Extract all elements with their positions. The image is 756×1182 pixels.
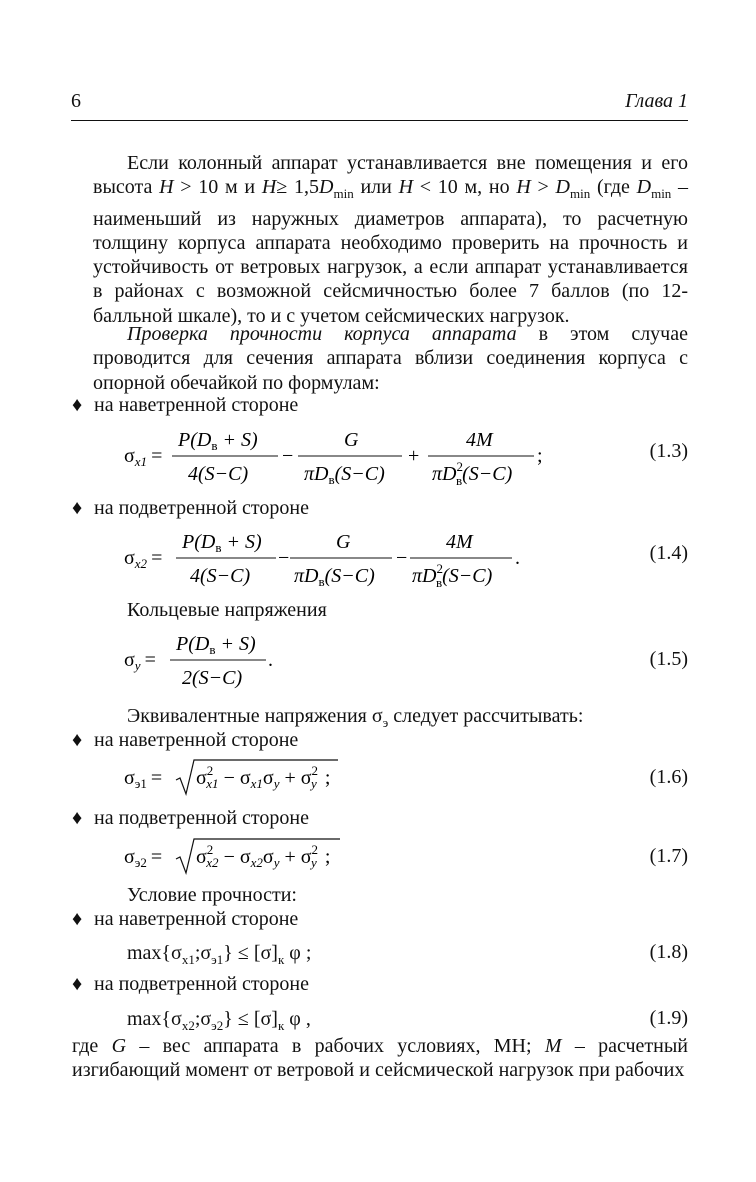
subscript: э bbox=[382, 715, 389, 730]
eq13-end: ; bbox=[537, 445, 543, 467]
equation-1-4-svg bbox=[0, 522, 600, 594]
bullet-windward-2 bbox=[72, 728, 298, 752]
subscript: x1 bbox=[181, 952, 195, 967]
eq13-t3-num: 4M bbox=[466, 429, 493, 451]
bullet-leeward-2 bbox=[72, 806, 309, 830]
equation-number: (1.8) bbox=[649, 941, 688, 963]
text-run: } ≤ [σ] bbox=[223, 942, 278, 964]
eq13-t2-den: $\pi D_в(S-C)$ bbox=[304, 463, 385, 487]
subscript: к bbox=[277, 1018, 285, 1033]
bullet-text: на подветренной стороне bbox=[94, 807, 309, 829]
var-d: D bbox=[636, 176, 652, 199]
eq14-t2-num: G bbox=[336, 531, 351, 553]
subscript: x2 bbox=[181, 1018, 195, 1033]
subscript-min: min bbox=[570, 186, 591, 202]
var-d: D bbox=[555, 176, 570, 199]
eq13-t3-den: $\pi D^2$ в(S−C) bbox=[432, 459, 513, 488]
eq13-op2: + bbox=[408, 445, 420, 467]
text-run: max{σ bbox=[127, 1008, 182, 1030]
equation-number: (1.4) bbox=[649, 542, 688, 564]
diamond-bullet-icon: ♦ bbox=[72, 973, 83, 995]
chapter-title: Глава 1 bbox=[625, 90, 688, 112]
bullet-leeward-3 bbox=[72, 972, 309, 996]
equation-1-7-svg bbox=[0, 835, 600, 879]
var-d: D bbox=[319, 176, 334, 199]
eq17-radicand: $\sigma^2$ $x2 - \sigma_{x2}\sigma_y + \sigma^2$ y ; bbox=[196, 842, 331, 870]
eq15-den: 2(S−C) bbox=[182, 667, 243, 689]
subscript-min: min bbox=[333, 186, 354, 202]
italic-lead: Проверка прочности корпуса аппарата bbox=[127, 323, 517, 345]
intro-paragraph-1 bbox=[93, 151, 688, 328]
eq13-t1-den: 4(S−C) bbox=[188, 463, 249, 485]
equation-1-6 bbox=[0, 756, 756, 800]
bullet-text: на наветренной стороне bbox=[94, 908, 299, 930]
equation-number: (1.6) bbox=[649, 766, 688, 788]
eq14-t3-num: 4M bbox=[446, 531, 473, 553]
equation-1-4 bbox=[0, 522, 756, 594]
eq15-num: $P(D_в + S)$ bbox=[176, 633, 256, 657]
text-run: > 10 м и bbox=[173, 176, 262, 199]
diamond-bullet-icon: ♦ bbox=[72, 807, 83, 829]
bullet-windward-3 bbox=[72, 907, 298, 931]
eq13-lhs: $\sigma_{x1}$ = bbox=[124, 445, 163, 469]
eq14-t3-den: $\pi D^2$ в(S−C) bbox=[412, 561, 493, 590]
equation-1-8 bbox=[127, 941, 311, 972]
bullet-text: на наветренной стороне bbox=[94, 394, 299, 416]
text-run: > bbox=[530, 176, 556, 199]
text-run: – вес аппарата в рабочих условиях, МН; bbox=[126, 1035, 545, 1057]
bullet-text: на наветренной стороне bbox=[94, 729, 299, 751]
eq14-t1-den: 4(S−C) bbox=[190, 565, 251, 587]
equation-number: (1.7) bbox=[649, 845, 688, 867]
diamond-bullet-icon: ♦ bbox=[72, 908, 83, 930]
text-run: } ≤ [σ] bbox=[223, 1008, 278, 1030]
text-run: max{σ bbox=[127, 942, 182, 964]
text-run: где bbox=[72, 1035, 112, 1057]
eq14-end: . bbox=[515, 547, 520, 569]
equation-1-3 bbox=[0, 420, 756, 492]
eq15-lhs: $\sigma_y$ = bbox=[124, 649, 156, 673]
subscript: э1 bbox=[211, 952, 224, 967]
eq16-radicand: $\sigma^2$ $x1 - \sigma_{x1}\sigma_y + \sigma^2$ y ; bbox=[196, 763, 331, 791]
text-run: ≥ 1,5 bbox=[276, 176, 320, 199]
eq14-t2-den: $\pi D_в(S-C)$ bbox=[294, 565, 375, 589]
equation-1-5 bbox=[0, 624, 756, 696]
text-run: Если колонный аппарат устанавливается вне помещения и его высота bbox=[93, 152, 688, 199]
eq17-lhs: $\sigma_{э2}$ = bbox=[124, 846, 163, 870]
text-run: в этом случае проводится для сечения аппарата вблизи соединения корпуса с опорной обечайкой по формулам: bbox=[93, 323, 688, 394]
text-run: ;σ bbox=[194, 1008, 212, 1030]
bullet-text: на подветренной стороне bbox=[94, 497, 309, 519]
equation-1-7 bbox=[0, 835, 756, 879]
text-run: φ ; bbox=[284, 942, 312, 964]
equation-number: (1.9) bbox=[649, 1007, 688, 1029]
text-run: или bbox=[353, 176, 399, 199]
page-header bbox=[71, 86, 688, 121]
equation-1-5-svg bbox=[0, 624, 600, 696]
text-run: φ , bbox=[284, 1008, 311, 1030]
ring-stress-label: Кольцевые напряжения bbox=[127, 599, 327, 621]
equation-number: (1.5) bbox=[649, 648, 688, 670]
subscript: э2 bbox=[211, 1018, 224, 1033]
var-g: G bbox=[111, 1035, 127, 1057]
eq14-t1-num: $P(D_в + S)$ bbox=[182, 531, 262, 555]
text-run: Эквивалентные напряжения σ bbox=[127, 705, 383, 727]
var-h: H bbox=[159, 176, 174, 199]
diamond-bullet-icon: ♦ bbox=[72, 394, 83, 416]
closing-paragraph bbox=[72, 1034, 688, 1083]
eq13-op1: − bbox=[282, 445, 294, 467]
eq14-op1: − bbox=[278, 547, 290, 569]
eq14-op2: − bbox=[396, 547, 408, 569]
equation-number: (1.3) bbox=[649, 440, 688, 462]
var-h: H bbox=[398, 176, 414, 199]
eq13-t2-num: G bbox=[344, 429, 359, 451]
subscript-min: min bbox=[651, 186, 672, 202]
equation-1-6-svg bbox=[0, 756, 600, 800]
var-m: M bbox=[544, 1035, 562, 1057]
text-run: – расчетный изгибающий момент от ветровой и сейсмической нагрузок при рабочих bbox=[72, 1035, 689, 1082]
var-h: H bbox=[516, 176, 531, 199]
bullet-text: на подветренной стороне bbox=[94, 973, 309, 995]
strength-condition-label: Условие прочности: bbox=[127, 884, 297, 906]
eq15-end: . bbox=[268, 649, 273, 671]
bullet-leeward-1 bbox=[72, 496, 309, 520]
intro-paragraph-2 bbox=[93, 322, 688, 395]
page-number: 6 bbox=[71, 90, 81, 112]
text-run: – наименьший из наружных диаметров аппарата), то расчетную толщину корпуса аппарата необходимо проверить на прочность и устойчивость от ветровых нагрузок, а если аппарат устанавливается в районах с возможной сейсмичностью более 7 баллов (по 12-балльной шкале), то и с учетом сейсмических нагрузок. bbox=[93, 176, 689, 327]
subscript: к bbox=[277, 952, 285, 967]
equation-1-3-svg bbox=[0, 420, 600, 492]
text-run: (где bbox=[590, 176, 637, 199]
bullet-windward-1 bbox=[72, 393, 298, 417]
text-run: ;σ bbox=[194, 942, 212, 964]
text-run: < 10 м, но bbox=[413, 176, 517, 199]
eq13-t1-num: $P(D_в + S)$ bbox=[178, 429, 258, 453]
diamond-bullet-icon: ♦ bbox=[72, 729, 83, 751]
var-h: H bbox=[261, 176, 277, 199]
eq16-lhs: $\sigma_{э1}$ = bbox=[124, 767, 163, 791]
eq14-lhs: $\sigma_{x2}$ = bbox=[124, 547, 163, 571]
text-run: следует рассчитывать: bbox=[388, 705, 584, 727]
diamond-bullet-icon: ♦ bbox=[72, 497, 83, 519]
